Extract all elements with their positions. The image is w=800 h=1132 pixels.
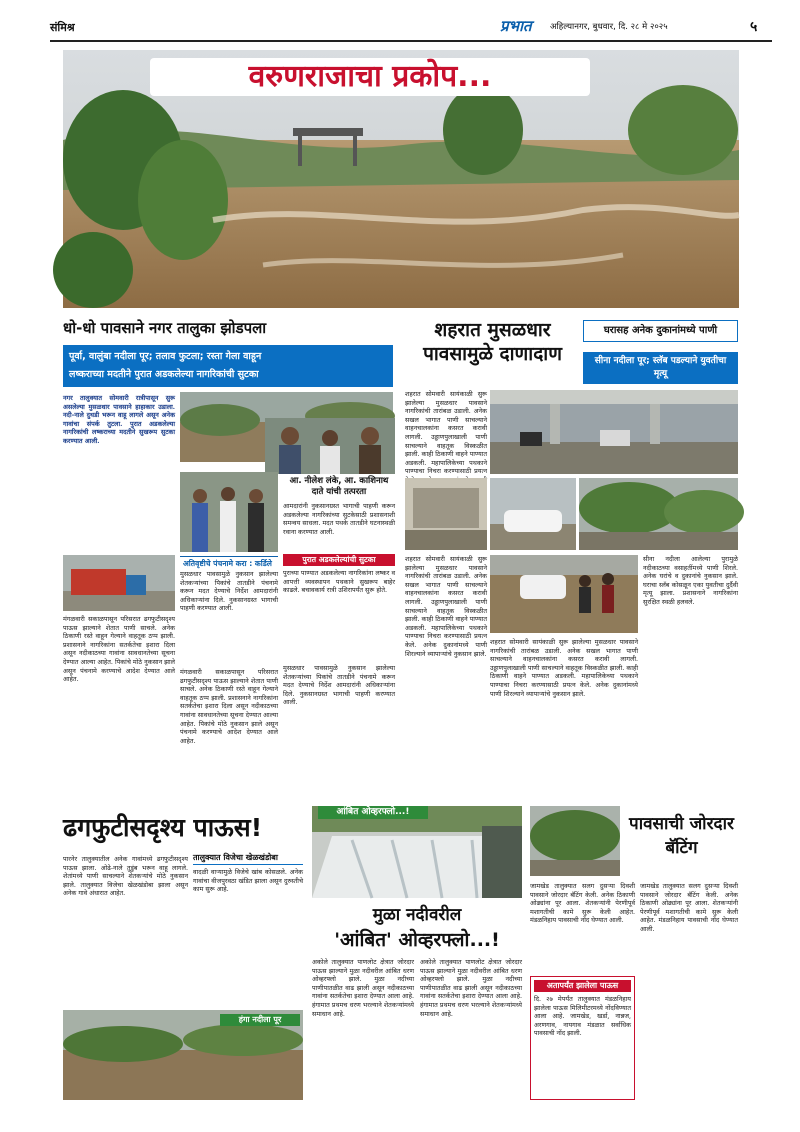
city-headline: शहरात मुसळधार पावसामुळे दाणादाण <box>423 319 562 365</box>
visit-headline: आ. नीलेश लंके, आ. काशिनाथ दाते यांची तत्परता <box>289 476 389 497</box>
banner-title: वरुणराजाचा प्रकोप... <box>150 58 590 96</box>
relief-subhead: अतिवृष्टीचे पंचनामे करा : कर्डिले <box>180 556 278 570</box>
taluka-points-box <box>63 345 393 387</box>
city-body-1: शहरात सोमवारी सायंकाळी सुरू झालेल्या मुसळधार पावसाने नागरिकांची तारांबळ उडाली. अनेक सखल भागात पाणी साचल्याने वाहनचालकांना कसरत करावी लागली. उड्डाणपुलाखाली पाणी साचल्याने वाहतूक विस्कळीत झाली. काही ठिकाणी वाहने पाण्यात अडकली. महापालिकेच्या पथकाने पाण्याचा निचरा करण्यासाठी प्रयत्न केले. अनेक दुकानांमध्ये पाणी शिरल्याने व्यापाऱ्यांचे नुकसान झाले. <box>405 555 487 658</box>
taluka-body-2: मंगळवारी सकाळपासून परिसरात ढगफुटीसदृश्य पाऊस झाल्याने शेतात पाणी साचले. अनेक ठिकाणी रस्ते वाहून गेल्याने वाहतूक ठप्प झाली. प्रशासनाने नागरिकांना सतर्कतेचा इशारा दिला असून नदीकाठच्या गावांना सावधानतेच्या सूचना देण्यात आल्या आहेत. पिकांचे मोठे नुकसान झाले असून पंचनामे करण्याचे आदेश देण्यात आले आहेत. <box>180 668 278 745</box>
dam-body-2: अकोले तालुक्यात पाणलोट क्षेत्रात जोरदार पाऊस झाल्याने मुळा नदीवरील आंबित धरण ओव्हरफ्लो झाले. मुळा नदीच्या पाणीपातळीत वाढ झाली असून नदीकाठच्या गावांना सतर्कतेचा इशारा देण्यात आला आहे. हंगामात प्रथमच धरण भरल्याने शेतकऱ्यांमध्ये समाधान आहे. <box>420 958 522 1018</box>
city-shutter-photo <box>405 478 487 550</box>
hanga-river-label: हंगा नदीला पूर <box>220 1014 300 1026</box>
batting-tree-photo <box>530 806 620 876</box>
power-text: वादळी वाऱ्यामुळे विजेचे खांब कोसळले. अनेक गावांचा वीजपुरवठा खंडित झाला असून दुरुस्तीचे काम सुरू आहे. <box>193 868 303 894</box>
city-flooded-car-photo <box>490 555 638 633</box>
taluka-lead: नगर तालुक्यात सोमवारी रात्रीपासून सुरू असलेल्या मुसळधार पावसाने हाहाकार उडाला. नदी-नाले दुथडी भरून वाहू लागले असून अनेक गावांचा संपर्क तुटला. पुरात अडकलेल्या नागरिकांची लष्कराच्या मदतीने सुखरूप सुटका करण्यात आली. <box>63 394 175 445</box>
rain-box <box>530 976 635 1100</box>
cloudburst-body: पारनेर तालुक्यातील अनेक गावांमध्ये ढगफुटीसदृश्य पाऊस झाला. ओढे-नाले तुडुंब भरून वाहू लागले. शेतांमध्ये पाणी साचल्याने शेतकऱ्यांचे मोठे नुकसान झाले. तालुक्यात विजेचा खेळखंडोबा झाला असून अनेक गावे अंधारात आहेत. <box>63 855 188 898</box>
cloudburst-headline: ढगफुटीसदृश्य पाऊस! <box>63 813 263 842</box>
city-underpass-photo <box>490 390 738 474</box>
rescue-subhead: पुरात अडकलेल्यांची सुटका <box>283 554 395 566</box>
batting-headline: पावसाची जोरदार बॅटिंग <box>629 814 734 858</box>
taluka-body-3: मुसळधार पावसामुळे नुकसान झालेल्या शेतकऱ्यांच्या पिकांचे तातडीने पंचनामे करून मदत देण्याचे निर्देश आमदारांनी अधिकाऱ्यांना दिले. नुकसानग्रस्त भागाची पाहणी करण्यात आली. <box>283 664 395 707</box>
batting-body-2: जामखेड तालुक्यात सलग दुसऱ्या दिवशी पावसाने जोरदार बॅटिंग केली. अनेक ठिकाणी ओढ्यांना पूर आला. शेतकऱ्यांनी पेरणीपूर्व मशागतीची कामे सुरू केली आहेत. मंडळनिहाय पावसाची नोंद घेण्यात आली. <box>640 882 738 933</box>
power-subhead: तालुक्यात विजेचा खेळखंडोबा <box>193 852 303 865</box>
dateline: अहिल्यानगर, बुधवार, दि. २८ मे २०२५ <box>550 22 668 32</box>
city-car-photo <box>490 478 576 550</box>
side-fallen-tree-photo <box>579 478 738 550</box>
visit-text: आमदारांनी नुकसानग्रस्त भागाची पाहणी करून अडकलेल्या नागरिकांच्या सुटकेसाठी प्रशासनाशी समन्वय साधला. मदत पथके तातडीने घटनास्थळी रवाना करण्यात आली. <box>283 502 395 536</box>
taluka-headline: धो-धो पावसाने नगर तालुका झोडपला <box>63 319 267 337</box>
dam-headline-a: मुळा नदीवरील <box>372 905 462 925</box>
page-number: ५ <box>750 19 758 35</box>
shops-subheadline: सीना नदीला पूर; स्लॅब पडल्याने युवतीचा मृत्यू <box>583 352 738 384</box>
taluka-body: मंगळवारी सकाळपासून परिसरात ढगफुटीसदृश्य पाऊस झाल्याने शेतात पाणी साचले. अनेक ठिकाणी रस्ते वाहून गेल्याने वाहतूक ठप्प झाली. प्रशासनाने नागरिकांना सतर्कतेचा इशारा दिला असून नदीकाठच्या गावांना सावधानतेच्या सूचना देण्यात आल्या आहेत. पिकांचे मोठे नुकसान झाले असून पंचनामे करण्याचे आदेश देण्यात आले आहेत. <box>63 615 175 684</box>
taluka-point-1: पूर्वा, वालुंबा नदीला पूर; तलाव फुटला; रस्ता गेला वाहून <box>69 351 262 362</box>
shops-body: सीना नदीला आलेल्या पुरामुळे नदीकाठच्या वसाहतींमध्ये पाणी शिरले. अनेक घरांचे व दुकानांचे नुकसान झाले. घराचा स्लॅब कोसळून एका युवतीचा दुर्दैवी मृत्यू झाला. प्रशासनाने नागरिकांना सुरक्षित स्थळी हलवले. <box>643 555 738 606</box>
taluka-crowd-photo <box>180 472 278 552</box>
rain-box-heading: अतापर्यंत झालेला पाऊस <box>534 980 631 992</box>
rain-box-text: दि. २७ मेपर्यंत तालुक्यात मंडळनिहाय झालेला पाऊस मिलिमीटरमध्ये नोंदविण्यात आला आहे. जामखेड, खर्डा, नान्नज, अरणगाव, नायगाव मंडळात सर्वाधिक पावसाची नोंद झाली. <box>534 995 631 1038</box>
batting-body-1: जामखेड तालुक्यात सलग दुसऱ्या दिवशी पावसाने जोरदार बॅटिंग केली. अनेक ठिकाणी ओढ्यांना पूर आला. शेतकऱ्यांनी पेरणीपूर्व मशागतीची कामे सुरू केली आहेत. मंडळनिहाय पावसाची नोंद घेण्यात आली. <box>530 882 635 925</box>
rescue-text: पुराच्या पाण्यात अडकलेल्या नागरिकांना लष्कर व आपत्ती व्यवस्थापन पथकाने सुखरूप बाहेर काढले. बचावकार्य रात्री उशिरापर्यंत सुरू होते. <box>283 569 395 595</box>
dam-headline-b: 'आंबित' ओव्हरफ्लो...! <box>334 929 500 951</box>
taluka-truck-photo <box>63 555 175 611</box>
dam-body-1: अकोले तालुक्यात पाणलोट क्षेत्रात जोरदार पाऊस झाल्याने मुळा नदीवरील आंबित धरण ओव्हरफ्लो झाले. मुळा नदीच्या पाणीपातळीत वाढ झाली असून नदीकाठच्या गावांना सतर्कतेचा इशारा देण्यात आला आहे. हंगामात प्रथमच धरण भरल्याने शेतकऱ्यांमध्ये समाधान आहे. <box>312 958 414 1018</box>
dam-overflow-photo <box>312 806 522 898</box>
taluka-people-photo <box>265 418 395 474</box>
masthead-logo: प्रभात <box>500 17 532 35</box>
dam-kicker: आंबित ओव्हरफ्लो...! <box>318 806 428 819</box>
header-rule <box>50 40 772 42</box>
relief-text: मुसळधार पावसामुळे नुकसान झालेल्या शेतकऱ्यांच्या पिकांचे तातडीने पंचनामे करून मदत देण्याचे निर्देश आमदारांनी अधिकाऱ्यांना दिले. नुकसानग्रस्त भागाची पाहणी करण्यात आली. <box>180 570 278 613</box>
city-body-2: शहरात सोमवारी सायंकाळी सुरू झालेल्या मुसळधार पावसाने नागरिकांची तारांबळ उडाली. अनेक सखल भागात पाणी साचल्याने वाहनचालकांना कसरत करावी लागली. उड्डाणपुलाखाली पाणी साचल्याने वाहतूक विस्कळीत झाली. काही ठिकाणी वाहने पाण्यात अडकली. महापालिकेच्या पथकाने पाण्याचा निचरा करण्यासाठी प्रयत्न केले. अनेक दुकानांमध्ये पाणी शिरल्याने व्यापाऱ्यांचे नुकसान झाले. <box>490 638 638 698</box>
city-lead: शहरात सोमवारी सायंकाळी सुरू झालेल्या मुसळधार पावसाने नागरिकांची तारांबळ उडाली. अनेक सखल भागात पाणी साचल्याने वाहनचालकांना कसरत करावी लागली. उड्डाणपुलाखाली पाणी साचल्याने वाहतूक विस्कळीत झाली. काही ठिकाणी वाहने पाण्यात अडकली. महापालिकेच्या पथकाने पाण्याचा निचरा करण्यासाठी प्रयत्न <box>405 390 487 476</box>
shops-headline: घरासह अनेक दुकानांमध्ये पाणी <box>583 320 738 342</box>
section-label: संमिश्र <box>50 21 75 34</box>
taluka-point-2: लष्कराच्या मदतीने पुरात अडकलेल्या नागरिकांची सुटका <box>69 369 259 380</box>
